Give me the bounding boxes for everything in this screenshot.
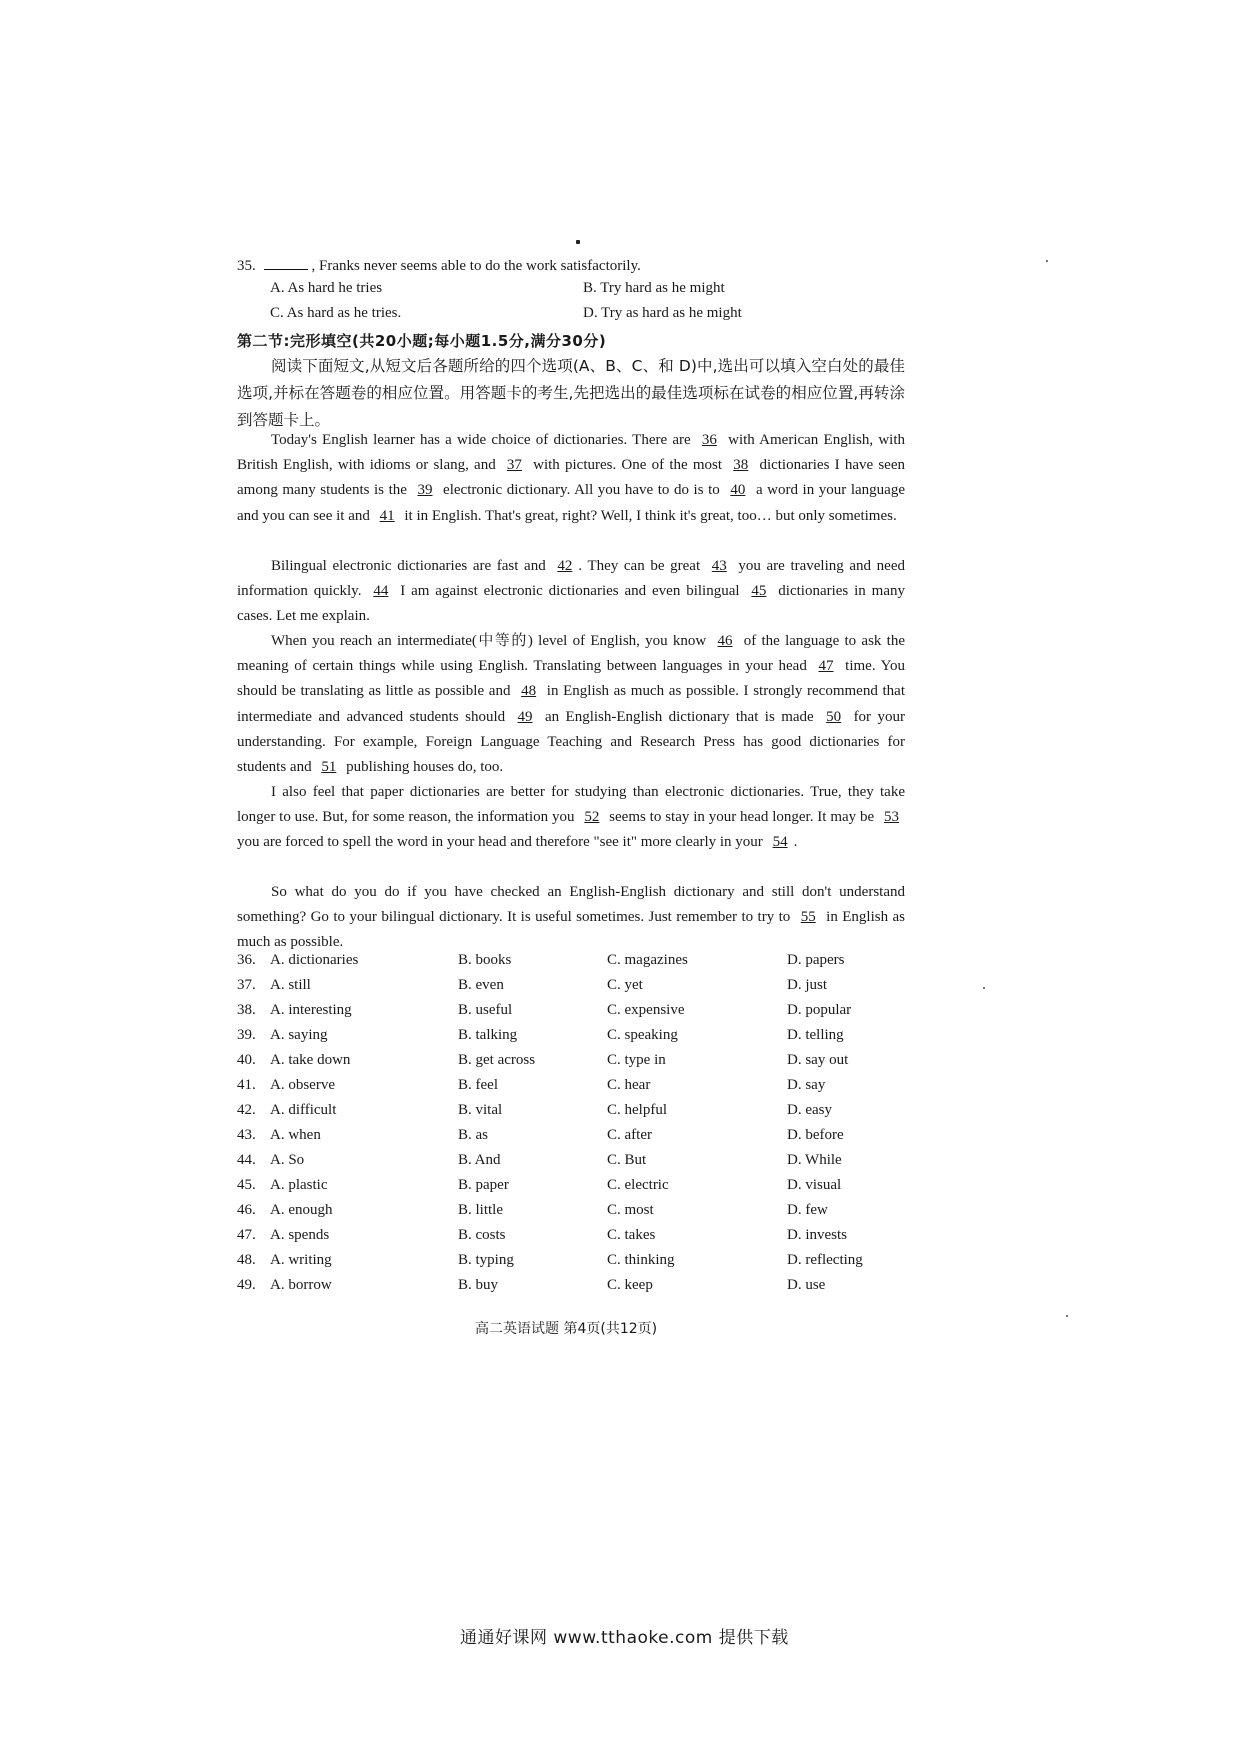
choice-a: A. when — [270, 1127, 321, 1143]
choice-c: C. speaking — [607, 1027, 678, 1043]
choice-d: D. visual — [787, 1177, 842, 1193]
passage-text: When you reach an intermediate(中等的) level of English, you know — [271, 633, 712, 649]
option-a: A. As hard he tries — [270, 280, 383, 296]
choice-row — [237, 952, 917, 977]
choice-a: A. take down — [270, 1052, 351, 1068]
choice-d: D. easy — [787, 1102, 832, 1118]
blank-number: 46 — [717, 633, 733, 649]
choice-row — [237, 1252, 917, 1277]
passage-text: Today's English learner has a wide choice of dictionaries. There are — [271, 432, 696, 448]
passage-text: electronic dictionary. All you have to do is to — [438, 482, 725, 499]
blank-number: 49 — [517, 708, 533, 725]
passage-text: seems to stay in your head longer. It may be — [605, 809, 878, 826]
choice-d: D. While — [787, 1152, 842, 1168]
passage-text: . They can be great — [578, 558, 706, 574]
choice-b: B. vital — [458, 1102, 503, 1118]
blank-number: 55 — [800, 909, 816, 926]
choice-a: A. plastic — [270, 1177, 328, 1193]
passage-paragraph-3 — [237, 629, 905, 780]
blank-number: 37 — [506, 457, 522, 474]
blank-number: 53 — [884, 809, 899, 826]
choice-row — [237, 1152, 917, 1177]
choice-d: D. popular — [787, 1002, 852, 1018]
passage-text: of the language to ask the meaning of certain things while using English. Translating between languages in your head — [237, 633, 905, 675]
choice-b: B. books — [458, 952, 512, 968]
passage-text: I also feel that paper dictionaries are better for studying than electronic dictionaries. True, they take longer to use. But, for some reason, the information you — [237, 784, 905, 826]
passage-text: with American English, with British English, with idioms or slang, and — [237, 432, 905, 474]
choice-c: C. magazines — [607, 952, 688, 968]
choice-a: A. saying — [270, 1027, 328, 1043]
choice-c: C. But — [607, 1152, 647, 1168]
blank-number: 38 — [733, 457, 749, 474]
answer-choices — [237, 952, 917, 1302]
passage-text: an English-English dictionary that is made — [538, 708, 821, 725]
passage-text: for your understanding. For example, Foreign Language Teaching and Research Press has good dictionaries for students and — [237, 708, 905, 776]
choice-row — [237, 1077, 917, 1102]
choice-number: 44. — [237, 1152, 256, 1168]
choice-b: B. feel — [458, 1077, 498, 1093]
choice-row — [237, 1052, 917, 1077]
choice-c: C. type in — [607, 1052, 666, 1068]
choice-d: D. papers — [787, 952, 845, 968]
choice-row — [237, 1102, 917, 1127]
choice-a: A. enough — [270, 1202, 333, 1218]
blank-number: 42 — [557, 558, 573, 574]
choice-c: C. keep — [607, 1277, 653, 1293]
choice-d: D. invests — [787, 1227, 847, 1243]
choice-number: 41. — [237, 1077, 256, 1093]
choice-row — [237, 1027, 917, 1052]
section-instructions: 阅读下面短文,从短文后各题所给的四个选项(A、B、C、和 D)中,选出可以填入空白处的最佳选项,并标在答题卷的相应位置。用答题卡的考生,先把选出的最佳选项标在试卷的相应位置,再转涂到答题卡上。 — [237, 357, 905, 429]
choice-b: B. as — [458, 1127, 488, 1143]
choice-number: 39. — [237, 1027, 256, 1043]
choice-c: C. expensive — [607, 1002, 685, 1018]
passage-text: a word in your language and you can see it and — [237, 482, 905, 524]
scan-speck — [1046, 260, 1048, 262]
question-35 — [237, 255, 641, 275]
choice-number: 45. — [237, 1177, 256, 1193]
choice-number: 47. — [237, 1227, 256, 1243]
option-b: B. Try hard as he might — [583, 280, 725, 296]
passage-text: with pictures. One of the most — [527, 457, 728, 474]
blank-number: 44 — [373, 583, 389, 600]
choice-b: B. get across — [458, 1052, 536, 1068]
option-d: D. Try as hard as he might — [583, 305, 742, 321]
choice-d: D. before — [787, 1127, 844, 1143]
choice-row — [237, 1177, 917, 1202]
choice-c: C. hear — [607, 1077, 651, 1093]
choice-b: B. And — [458, 1152, 501, 1168]
blank-number: 52 — [584, 809, 600, 826]
choice-a: A. writing — [270, 1252, 332, 1268]
blank-number: 36 — [701, 432, 717, 448]
passage-text: I am against electronic dictionaries and even bilingual — [394, 583, 746, 600]
choice-row — [237, 1127, 917, 1152]
blank-number: 41 — [379, 507, 395, 524]
choice-b: B. paper — [458, 1177, 509, 1193]
choice-a: A. observe — [270, 1077, 335, 1093]
choice-c: C. after — [607, 1127, 652, 1143]
choice-d: D. telling — [787, 1027, 844, 1043]
choice-d: D. reflecting — [787, 1252, 863, 1268]
passage-paragraph-1 — [237, 428, 905, 529]
blank-number: 48 — [521, 683, 537, 700]
choice-b: B. typing — [458, 1252, 514, 1268]
blank-number: 54 — [772, 834, 788, 851]
passage-paragraph-2 — [237, 554, 905, 630]
choice-a: A. still — [270, 977, 311, 993]
choice-a: A. borrow — [270, 1277, 332, 1293]
passage-text: in English as much as possible. — [237, 909, 905, 951]
choice-c: C. electric — [607, 1177, 669, 1193]
passage-text: publishing houses do, too. — [342, 759, 504, 776]
blank-number: 45 — [751, 583, 767, 600]
blank-number: 50 — [826, 708, 842, 725]
choice-number: 48. — [237, 1252, 256, 1268]
choice-a: A. interesting — [270, 1002, 352, 1018]
blank-number: 39 — [417, 482, 433, 499]
passage-text: it in English. That's great, right? Well, I think it's great, too… but only sometimes. — [400, 507, 897, 524]
passage-text: you are forced to spell the word in your head and therefore "see it" more clearly in your — [237, 834, 767, 851]
choice-d: D. just — [787, 977, 828, 993]
choice-b: B. buy — [458, 1277, 499, 1293]
passage-text: So what do you do if you have checked an English-English dictionary and still don't understand something? Go to your bilingual dictionary. It is useful sometimes. Just remember to try to — [237, 884, 905, 926]
option-c: C. As hard as he tries. — [270, 305, 402, 321]
passage-text: in English as much as possible. I strongly recommend that intermediate and advanced students should — [237, 683, 905, 725]
choice-number: 40. — [237, 1052, 256, 1068]
choice-a: A. difficult — [270, 1102, 337, 1118]
passage-paragraph-4 — [237, 780, 905, 856]
choice-c: C. most — [607, 1202, 654, 1218]
choice-b: B. talking — [458, 1027, 518, 1043]
passage-text: time. You should be translating as little as possible and — [237, 658, 905, 700]
choice-number: 37. — [237, 977, 256, 993]
passage-text: . — [793, 834, 798, 851]
passage-text: dictionaries in many cases. Let me explain. — [237, 583, 906, 625]
choice-number: 46. — [237, 1202, 256, 1218]
choice-d: D. say — [787, 1077, 826, 1093]
passage-text: you are traveling and need information quickly. — [237, 558, 905, 600]
choice-d: D. few — [787, 1202, 828, 1218]
section-title: 第二节:完形填空(共20小题;每小题1.5分,满分30分) — [237, 332, 607, 350]
choice-a: A. dictionaries — [270, 952, 359, 968]
choice-c: C. helpful — [607, 1102, 667, 1118]
blank-number: 43 — [711, 558, 727, 574]
blank-number: 51 — [321, 759, 337, 776]
choice-number: 38. — [237, 1002, 256, 1018]
passage-text: Bilingual electronic dictionaries are fast and — [271, 558, 552, 574]
choice-c: C. takes — [607, 1227, 656, 1243]
passage-text: dictionaries I have seen among many students is the — [237, 457, 905, 499]
scan-speck — [1066, 1315, 1068, 1317]
choice-number: 42. — [237, 1102, 256, 1118]
blank-number: 47 — [818, 658, 834, 675]
question-text: , Franks never seems able to do the work satisfactorily. — [311, 258, 641, 274]
choice-row — [237, 1227, 917, 1252]
choice-number: 36. — [237, 952, 256, 968]
passage-paragraph-5 — [237, 880, 905, 956]
choice-number: 49. — [237, 1277, 256, 1293]
choice-c: C. thinking — [607, 1252, 675, 1268]
choice-row — [237, 977, 917, 1002]
choice-number: 43. — [237, 1127, 256, 1143]
choice-d: D. say out — [787, 1052, 849, 1068]
choice-d: D. use — [787, 1277, 826, 1293]
choice-b: B. little — [458, 1202, 503, 1218]
choice-c: C. yet — [607, 977, 643, 993]
download-credit: 通通好课网 www.tthaoke.com 提供下载 — [460, 1628, 789, 1648]
scan-speck — [983, 987, 985, 989]
choice-row — [237, 1202, 917, 1227]
scan-mark — [576, 240, 580, 244]
page-footer: 高二英语试题 第4页(共12页) — [475, 1321, 658, 1337]
answer-blank — [264, 255, 308, 270]
choice-b: B. even — [458, 977, 504, 993]
choice-b: B. useful — [458, 1002, 513, 1018]
choice-b: B. costs — [458, 1227, 506, 1243]
choice-row — [237, 1277, 917, 1302]
question-number: 35. — [237, 258, 256, 274]
choice-row — [237, 1002, 917, 1027]
blank-number: 40 — [730, 482, 746, 499]
choice-a: A. spends — [270, 1227, 330, 1243]
choice-a: A. So — [270, 1152, 305, 1168]
